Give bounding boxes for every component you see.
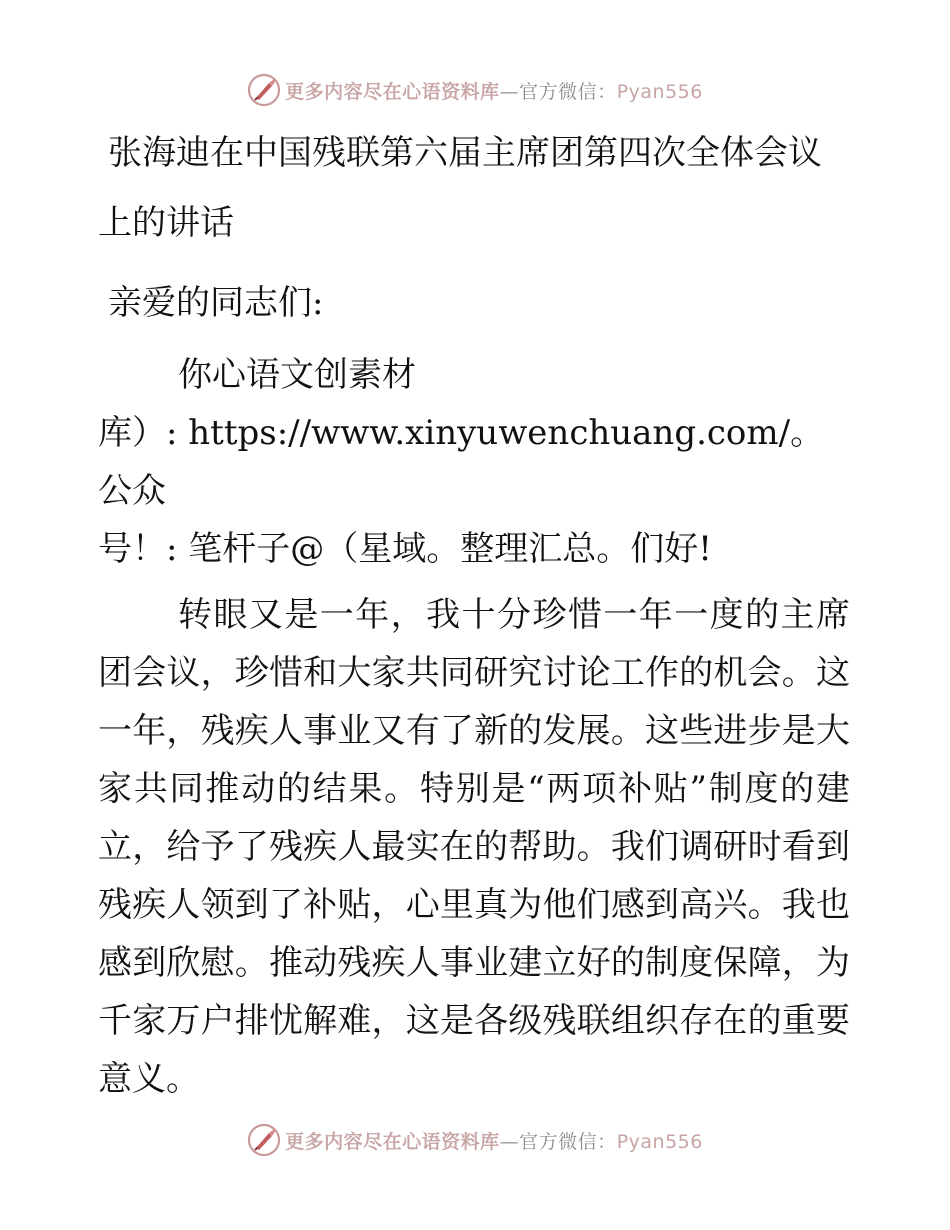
intro-line-3: 号！: 笔杆子@（星域。整理汇总。们好! [98, 529, 712, 569]
quill-pen-logo-icon [247, 73, 281, 107]
title-line-2: 上的讲话 [98, 203, 234, 243]
title-line-1: 张海迪在中国残联第六届主席团第四次全体会议 [108, 133, 822, 173]
banner-brand: 更多内容尽在心语资料库 [285, 80, 500, 103]
footer-watermark-banner [0, 1120, 950, 1160]
body-paragraph: 转眼又是一年，我十分珍惜一年一度的主席团会议，珍惜和大家共同研究讨论工作的机会。这一年，残疾人事业又有了新的发展。这些进步是大家共同推动的结果。特别是“两项补贴”制度的建立，给予了残疾人最实在的帮助。我们调研时看到残疾人领到了补贴，心里真为他们感到高兴。我也感到欣慰。推动残疾人事业建立好的制度保障，为千家万户排忧解难，这是各级残联组织存在的重要意义。 [98, 595, 850, 1099]
banner-account: Pyan556 [616, 1130, 703, 1153]
banner-label: 官方微信： [519, 80, 617, 103]
banner-separator: — [499, 1130, 520, 1153]
banner-brand: 更多内容尽在心语资料库 [285, 1130, 500, 1153]
intro-line-1: 你心语文创素材 [178, 355, 416, 395]
intro-line-2: 库）: https://www.xinyuwenchuang.com/。公众 [98, 413, 825, 511]
document-body [98, 118, 850, 1108]
banner-account: Pyan556 [616, 80, 703, 103]
document-title [98, 118, 850, 258]
quill-pen-logo-icon [247, 1123, 281, 1157]
greeting: 亲爱的同志们: [108, 283, 324, 323]
banner-label: 官方微信： [519, 1130, 617, 1153]
banner-separator: — [499, 80, 520, 103]
header-watermark-banner [0, 70, 950, 110]
intro-paragraph [98, 346, 850, 578]
